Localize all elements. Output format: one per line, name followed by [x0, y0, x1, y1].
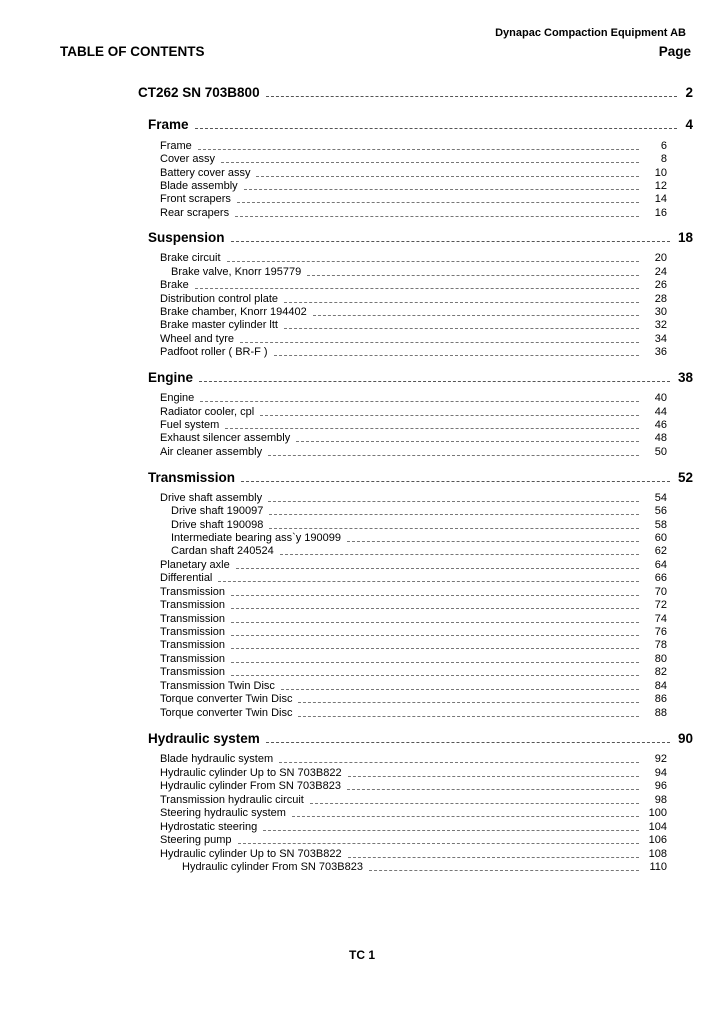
toc-entry-page: 98: [654, 794, 667, 806]
toc-entry: [160, 333, 667, 345]
toc-entry-page: 90: [677, 731, 693, 746]
toc-entry-page: 108: [648, 848, 667, 860]
toc-title: TABLE OF CONTENTS: [60, 44, 205, 59]
dot-leader: [310, 803, 639, 804]
toc-entry-title: Cardan shaft 240524: [171, 545, 274, 557]
dot-leader: [221, 162, 639, 163]
toc-entry-page: 88: [654, 707, 667, 719]
toc-entry-page: 78: [654, 639, 667, 651]
toc-entry: [182, 861, 667, 873]
toc-entry-page: 24: [654, 266, 667, 278]
toc-entry-title: Differential: [160, 572, 213, 584]
toc-entry: [160, 406, 667, 418]
dot-leader: [296, 441, 639, 442]
toc-entry-title: Transmission: [160, 626, 225, 638]
toc-entry-title: Padfoot roller ( BR-F ): [160, 346, 268, 358]
toc-entry: [160, 794, 667, 806]
dot-leader: [348, 776, 639, 777]
dot-leader: [298, 702, 639, 703]
toc-entry-page: 104: [648, 821, 667, 833]
toc-entry-page: 44: [654, 406, 667, 418]
toc-entry: [160, 419, 667, 431]
toc-entry: [171, 519, 667, 531]
toc-entry-page: 32: [654, 319, 667, 331]
toc-entry-page: 26: [654, 279, 667, 291]
toc-entry: [160, 599, 667, 611]
toc-entry-page: 70: [654, 586, 667, 598]
toc-section-heading: [148, 731, 693, 746]
toc-entry: [160, 834, 667, 846]
toc-entry-title: Torque converter Twin Disc: [160, 693, 293, 705]
dot-leader: [284, 302, 639, 303]
dot-leader: [266, 742, 670, 743]
toc-entry-title: Distribution control plate: [160, 293, 279, 305]
toc-entry: [160, 306, 667, 318]
toc-entry-page: 50: [654, 446, 667, 458]
toc-entry-page: 46: [654, 419, 667, 431]
dot-leader: [307, 275, 639, 276]
toc-entry-title: Blade hydraulic system: [160, 753, 274, 765]
toc-section-heading: [148, 117, 693, 132]
toc-entry-page: 4: [685, 117, 693, 132]
dot-leader: [347, 541, 639, 542]
toc-entry-title: Radiator cooler, cpl: [160, 406, 255, 418]
toc-entry-title: Hydraulic cylinder Up to SN 703B822: [160, 767, 342, 779]
dot-leader: [225, 428, 639, 429]
toc-section-heading: [148, 370, 693, 385]
toc-entry-title: Front scrapers: [160, 193, 231, 205]
toc-entry-title: Intermediate bearing ass`y 190099: [171, 532, 341, 544]
toc-entry-title: Hydraulic system: [148, 731, 260, 746]
toc-entry-page: 18: [677, 230, 693, 245]
toc-entry: [160, 653, 667, 665]
toc-entry: [160, 767, 667, 779]
toc-entry-page: 56: [654, 505, 667, 517]
toc-entry: [171, 545, 667, 557]
dot-leader: [263, 830, 639, 831]
toc-entry: [160, 252, 667, 264]
toc-entry-page: 20: [654, 252, 667, 264]
toc-entry-title: Hydraulic cylinder From SN 703B823: [182, 861, 363, 873]
dot-leader: [268, 455, 639, 456]
toc-entry-title: Frame: [148, 117, 189, 132]
toc-entry: [160, 446, 667, 458]
toc-entry: [160, 559, 667, 571]
toc-entry-page: 16: [654, 207, 667, 219]
toc-entry-title: Transmission: [160, 639, 225, 651]
dot-leader: [280, 554, 639, 555]
toc-entry-title: Brake master cylinder ltt: [160, 319, 278, 331]
dot-leader: [347, 789, 639, 790]
dot-leader: [279, 762, 639, 763]
toc-entry-title: Transmission hydraulic circuit: [160, 794, 304, 806]
toc-entry-title: Blade assembly: [160, 180, 238, 192]
page-footer-number: TC 1: [348, 948, 375, 962]
toc-entry-title: Exhaust silencer assembly: [160, 432, 291, 444]
toc-entry-page: 94: [654, 767, 667, 779]
toc-entry-title: Hydrostatic steering: [160, 821, 258, 833]
toc-entry-title: Transmission: [160, 613, 225, 625]
toc-entry-page: 76: [654, 626, 667, 638]
dot-leader: [274, 355, 639, 356]
dot-leader: [231, 608, 639, 609]
dot-leader: [231, 635, 639, 636]
dot-leader: [241, 481, 670, 482]
toc-entry: [171, 532, 667, 544]
toc-entry: [160, 639, 667, 651]
dot-leader: [195, 128, 678, 129]
toc-entry: [160, 293, 667, 305]
toc-entry: [160, 319, 667, 331]
toc-section-heading: [138, 85, 693, 100]
toc-entry-page: 38: [677, 370, 693, 385]
toc-entry-page: 40: [654, 392, 667, 404]
toc-entry-title: CT262 SN 703B800: [138, 85, 260, 100]
toc-entry-title: Air cleaner assembly: [160, 446, 263, 458]
dot-leader: [369, 870, 639, 871]
toc-entry-page: 48: [654, 432, 667, 444]
toc-entry-page: 58: [654, 519, 667, 531]
toc-entry: [160, 167, 667, 179]
toc-entry-page: 92: [654, 753, 667, 765]
dot-leader: [236, 568, 639, 569]
dot-leader: [240, 342, 639, 343]
toc-entry-title: Hydraulic cylinder Up to SN 703B822: [160, 848, 342, 860]
toc-entry-page: 66: [654, 572, 667, 584]
dot-leader: [313, 315, 639, 316]
toc-entry-page: 2: [685, 85, 693, 100]
dot-leader: [231, 662, 639, 663]
toc-entry-title: Transmission: [160, 599, 225, 611]
dot-leader: [231, 622, 639, 623]
toc-entry-page: 14: [654, 193, 667, 205]
dot-leader: [244, 189, 639, 190]
toc-entry-page: 110: [649, 861, 667, 873]
toc-entry-page: 30: [654, 306, 667, 318]
toc-entry-title: Rear scrapers: [160, 207, 230, 219]
dot-leader: [200, 401, 639, 402]
toc-entry: [160, 572, 667, 584]
toc-entry-title: Frame: [160, 140, 192, 152]
toc-entry-title: Transmission: [160, 586, 225, 598]
toc-entry: [171, 505, 667, 517]
dot-leader: [238, 843, 639, 844]
dot-leader: [266, 96, 678, 97]
toc-entry: [160, 279, 667, 291]
toc-entry-title: Torque converter Twin Disc: [160, 707, 293, 719]
dot-leader: [235, 216, 639, 217]
toc-entry-title: Transmission: [160, 666, 225, 678]
toc-entry: [160, 346, 667, 358]
toc-entry-page: 100: [648, 807, 667, 819]
toc-entry: [160, 753, 667, 765]
toc-entry-title: Transmission: [148, 470, 236, 485]
toc-section-heading: [148, 470, 693, 485]
company-name: Dynapac Compaction Equipment AB: [495, 27, 686, 39]
toc-entry-page: 28: [654, 293, 667, 305]
toc-entry: [160, 193, 667, 205]
toc-entry-page: 82: [654, 666, 667, 678]
toc-entry: [160, 207, 667, 219]
toc-entry: [160, 140, 667, 152]
toc-entry-title: Engine: [160, 392, 195, 404]
toc-entry-title: Brake circuit: [160, 252, 221, 264]
dot-leader: [198, 149, 639, 150]
toc-entry: [160, 821, 667, 833]
toc-entry-page: 60: [654, 532, 667, 544]
toc-entry: [160, 153, 667, 165]
toc-entry-title: Hydraulic cylinder From SN 703B823: [160, 780, 341, 792]
dot-leader: [231, 595, 639, 596]
toc-entry: [160, 492, 667, 504]
toc-entry-title: Battery cover assy: [160, 167, 251, 179]
dot-leader: [231, 648, 639, 649]
page-column-label: Page: [658, 44, 691, 59]
dot-leader: [292, 816, 639, 817]
toc-entry-title: Engine: [148, 370, 194, 385]
dot-leader: [284, 328, 639, 329]
toc-entry-page: 72: [654, 599, 667, 611]
toc-section-heading: [148, 230, 693, 245]
toc-entry-title: Drive shaft 190097: [171, 505, 264, 517]
toc-entry: [160, 666, 667, 678]
toc-entry-title: Fuel system: [160, 419, 220, 431]
toc-entry-page: 12: [654, 180, 667, 192]
dot-leader: [269, 528, 639, 529]
toc-entry: [160, 392, 667, 404]
toc-entry-page: 36: [654, 346, 667, 358]
dot-leader: [231, 675, 639, 676]
toc-entry-title: Drive shaft 190098: [171, 519, 264, 531]
toc-entry-page: 34: [654, 333, 667, 345]
toc-entry-page: 62: [654, 545, 667, 557]
toc-entry-page: 96: [654, 780, 667, 792]
toc-entry-page: 74: [654, 613, 667, 625]
toc-entry: [160, 848, 667, 860]
dot-leader: [281, 689, 639, 690]
dot-leader: [348, 857, 639, 858]
toc-entry-page: 52: [677, 470, 693, 485]
toc-entry: [160, 586, 667, 598]
dot-leader: [231, 241, 670, 242]
dot-leader: [237, 202, 639, 203]
toc-entry-title: Wheel and tyre: [160, 333, 234, 345]
toc-entry-page: 84: [654, 680, 667, 692]
toc-entry-title: Transmission: [160, 653, 225, 665]
toc-entry-title: Cover assy: [160, 153, 216, 165]
toc-entry: [160, 693, 667, 705]
toc-entry-page: 10: [654, 167, 667, 179]
toc-entry: [160, 432, 667, 444]
dot-leader: [256, 176, 639, 177]
dot-leader: [199, 381, 670, 382]
toc-entry: [160, 680, 667, 692]
toc-entry-title: Steering pump: [160, 834, 232, 846]
toc-entry: [160, 780, 667, 792]
toc-entry: [160, 707, 667, 719]
toc-entry: [160, 613, 667, 625]
toc-entry-title: Brake chamber, Knorr 194402: [160, 306, 307, 318]
toc-entry: [160, 626, 667, 638]
toc-entry-page: 64: [654, 559, 667, 571]
toc-entry-title: Suspension: [148, 230, 225, 245]
dot-leader: [227, 261, 639, 262]
dot-leader: [298, 716, 639, 717]
dot-leader: [268, 501, 639, 502]
toc-entry-title: Steering hydraulic system: [160, 807, 286, 819]
toc-entry: [160, 180, 667, 192]
dot-leader: [218, 581, 639, 582]
toc-entry-page: 80: [654, 653, 667, 665]
toc-entry-title: Brake: [160, 279, 189, 291]
toc-entry-title: Transmission Twin Disc: [160, 680, 275, 692]
toc-entry: [160, 807, 667, 819]
dot-leader: [195, 288, 639, 289]
dot-leader: [269, 514, 639, 515]
toc-entry-title: Drive shaft assembly: [160, 492, 263, 504]
toc-entry-page: 8: [660, 153, 667, 165]
dot-leader: [260, 415, 639, 416]
toc-entry-page: 6: [660, 140, 667, 152]
toc-entry-page: 86: [654, 693, 667, 705]
toc-entry-title: Brake valve, Knorr 195779: [171, 266, 302, 278]
toc-entry: [171, 266, 667, 278]
toc-entry-page: 54: [654, 492, 667, 504]
toc-entry-page: 106: [648, 834, 667, 846]
toc-entry-title: Planetary axle: [160, 559, 230, 571]
